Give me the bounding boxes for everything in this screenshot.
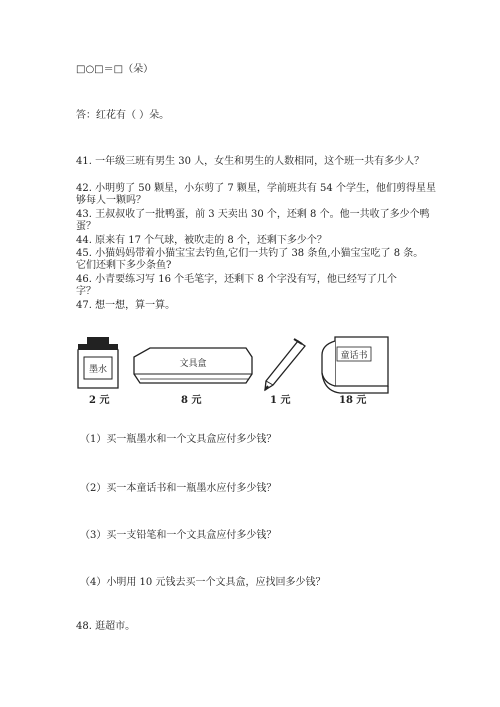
question-43: 43. 王叔叔收了一批鸭蛋，前 3 天卖出 30 个，还剩 8 个。他一共收了多少个鸭 [76, 209, 430, 220]
question-42: 42. 小明剪了 50 颗星，小东剪了 7 颗星，学前班共有 54 个学生，他们剪得星星 [76, 183, 436, 194]
sub-question-4: （4）小明用 10 元钱去买一个文具盒，应找回多少钱？ [80, 577, 326, 588]
question-45: 45. 小猫妈妈带着小猫宝宝去钓鱼,它们一共钓了 38 条鱼,小猫宝宝吃了 8 条。 [76, 248, 424, 259]
question-46-cont: 字？ [76, 286, 96, 297]
pencil-box-price: 8 元 [181, 395, 202, 406]
question-43-cont: 蛋？ [76, 221, 96, 232]
pencil-price: 1 元 [270, 395, 291, 406]
question-48: 48. 逛超市。 [76, 621, 136, 632]
question-42-cont: 够每人一颗吗？ [76, 195, 146, 206]
question-44: 44. 原来有 17 个气球，被吹走的 8 个，还剩下多少个？ [76, 235, 327, 246]
pencil-icon [265, 339, 305, 390]
question-46: 46. 小青要练习写 16 个毛笔字，还剩下 8 个字没有写，他已经写了几个 [76, 274, 397, 285]
question-41: 41. 一年级三班有男生 30 人，女生和男生的人数相同，这个班一共有多少人？ [76, 156, 425, 167]
book-label: 童话书 [340, 351, 368, 361]
ink-price: 2 元 [89, 395, 110, 406]
book-icon [322, 337, 388, 393]
sub-question-1: （1）买一瓶墨水和一个文具盒应付多少钱？ [80, 434, 277, 445]
pencil-box-label: 文具盒 [179, 359, 207, 369]
items-illustration [0, 333, 500, 423]
question-47: 47. 想一想，算一算。 [76, 300, 176, 311]
book-price: 18 元 [339, 395, 367, 406]
sub-question-2: （2）买一本童话书和一瓶墨水应付多少钱？ [80, 483, 277, 494]
sub-question-3: （3）买一支铅笔和一个文具盒应付多少钱？ [80, 530, 277, 541]
question-45-cont: 它们还剩下多少条鱼? [76, 260, 172, 271]
ink-bottle-icon [78, 337, 118, 388]
top-formula: □○□＝□（朵） [76, 64, 154, 75]
pencil-box-icon [134, 348, 252, 383]
answer-line: 答：红花有（ ）朵。 [76, 110, 170, 121]
ink-label: 墨水 [88, 365, 108, 375]
